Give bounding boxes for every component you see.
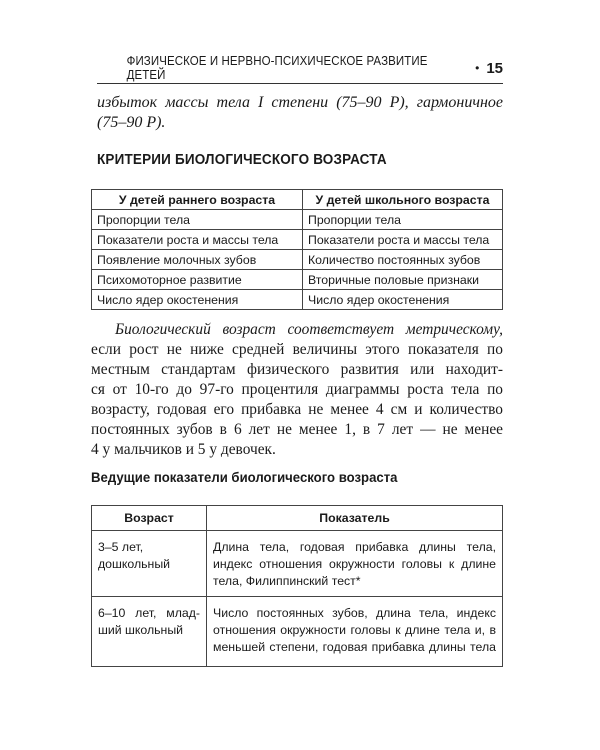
cell-line: 3–5 лет,	[98, 540, 144, 554]
column-header: У детей школьного возраста	[303, 190, 503, 210]
table-cell: Психомоторное развитие	[92, 270, 303, 290]
table-header-row	[92, 190, 503, 210]
table-cell: Число ядер окостенения	[303, 290, 503, 310]
table-cell: Появление молочных зубов	[92, 250, 303, 270]
paragraph-line: ся от 10-го до 97-го процентиля диаграммы роста тела по	[91, 381, 503, 398]
paragraph-line: если рост не ниже средней величины этого показателя по	[91, 341, 503, 358]
table-row	[92, 230, 503, 250]
body-paragraph	[91, 320, 503, 460]
table-cell: Показатели роста и массы тела	[92, 230, 303, 250]
cell-line: индекс отношения окружности головы к длине	[213, 557, 496, 571]
cell-line: Число постоянных зубов, длина тела, индекс	[213, 606, 496, 620]
cell-line: дошкольный	[98, 557, 171, 571]
intro-line: избыток массы тела I степени (75–90 P), гармоничное	[97, 94, 503, 111]
header-bullet: •	[475, 61, 480, 75]
cell-line: отношения окружности головы к длине тела и, в	[213, 623, 496, 637]
cell-line: 6–10 лет, млад-	[98, 606, 200, 620]
paragraph-line: постоянных зубов в 6 лет не менее 1, в 7 лет — не менее	[91, 421, 503, 438]
running-title: ФИЗИЧЕСКОЕ И НЕРВНО-ПСИХИЧЕСКОЕ РАЗВИТИЕ ДЕТЕЙ	[126, 54, 428, 82]
table-cell: Количество постоянных зубов	[303, 250, 503, 270]
indicator-cell	[207, 531, 503, 597]
table-cell: Пропорции тела	[303, 210, 503, 230]
italic-term: Биологический возраст соответствует метрическому,	[115, 321, 503, 338]
table-cell: Показатели роста и массы тела	[303, 230, 503, 250]
cell-line: ший школьный	[98, 623, 184, 637]
criteria-table	[91, 189, 503, 310]
cell-line: меньшей степени, годовая прибавка длины тела	[213, 640, 496, 654]
section-title-criteria: КРИТЕРИИ БИОЛОГИЧЕСКОГО ВОЗРАСТА	[97, 152, 387, 168]
table-cell: Число ядер окостенения	[92, 290, 303, 310]
table-cell: Пропорции тела	[92, 210, 303, 230]
table-row	[92, 210, 503, 230]
indicator-cell	[207, 597, 503, 667]
paragraph-line	[91, 320, 503, 340]
cell-line: Длина тела, годовая прибавка длины тела,	[213, 540, 496, 554]
intro-line: (75–90 P).	[97, 114, 166, 131]
column-header: У детей раннего возраста	[92, 190, 303, 210]
table-cell: Вторичные половые признаки	[303, 270, 503, 290]
header-rule	[97, 83, 503, 84]
column-header: Возраст	[92, 506, 207, 531]
table-row	[92, 270, 503, 290]
column-header: Показатель	[207, 506, 503, 531]
age-cell	[92, 531, 207, 597]
paragraph-line: местным стандартам физического развития или находит-	[91, 361, 503, 378]
running-header	[97, 54, 503, 82]
page-number: 15	[486, 59, 503, 77]
table-row	[92, 531, 503, 597]
table-row	[92, 597, 503, 667]
section-title-indicators: Ведущие показатели биологического возраста	[91, 469, 398, 485]
age-cell	[92, 597, 207, 667]
intro-paragraph	[97, 93, 503, 133]
indicators-table	[91, 505, 503, 667]
table-row	[92, 250, 503, 270]
cell-line: тела, Филиппинский тест*	[213, 574, 361, 588]
paragraph-line: возрасту, годовая его прибавка не менее 4 см и количество	[91, 401, 503, 418]
paragraph-line: 4 у мальчиков и 5 у девочек.	[91, 441, 276, 458]
table-row	[92, 290, 503, 310]
table-header-row	[92, 506, 503, 531]
